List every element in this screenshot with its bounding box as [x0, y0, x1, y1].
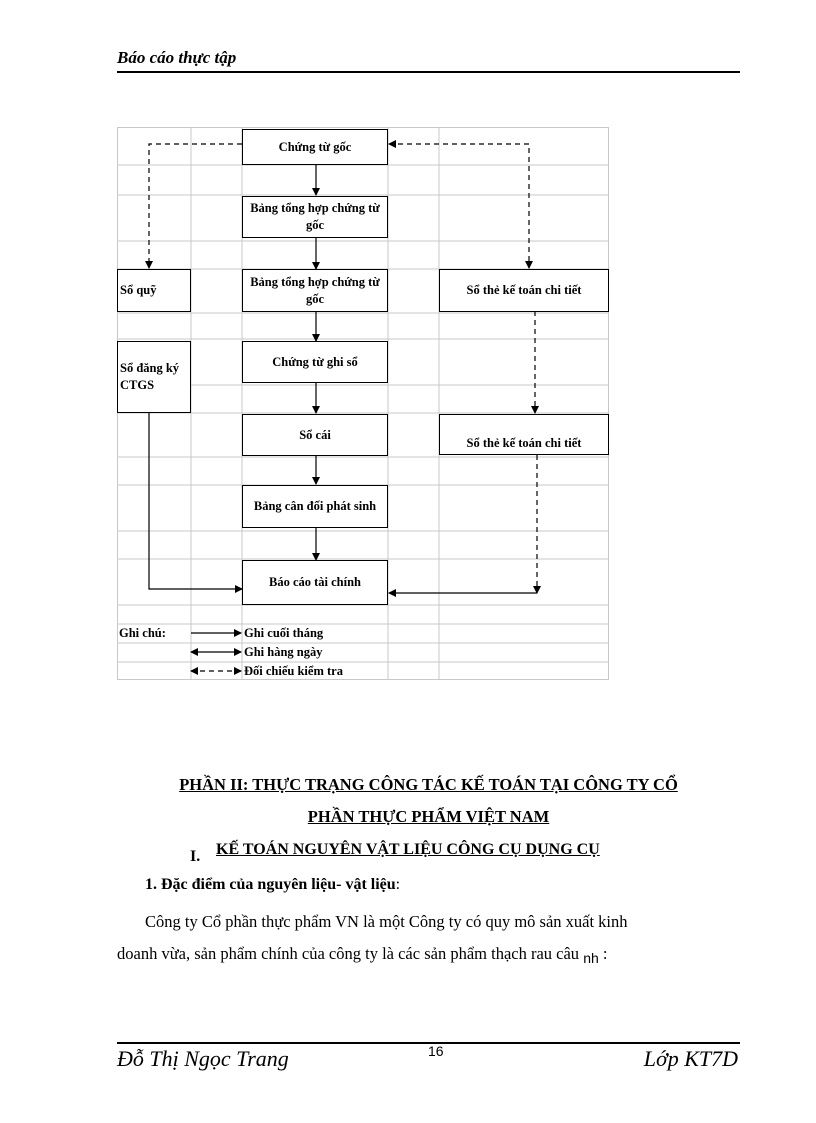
legend-item-ghi-hang-ngay: Ghi hàng ngày: [244, 645, 323, 659]
box-bang-tong-hop-2: Bảng tổng hợp chứng từ gốc: [242, 269, 388, 312]
subheading: 1. Đặc điểm của nguyên liệu- vật liệu:: [145, 876, 401, 893]
paragraph-line2: doanh vừa, sản phẩm chính của công ty là các sản phẩm thạch rau câu $_{nh}$ :: [117, 944, 608, 966]
paragraph-sub: nh: [583, 950, 599, 966]
legend-item-ghi-cuoi-thang: Ghi cuối tháng: [244, 626, 324, 640]
heading-number: I.: [190, 848, 201, 865]
box-so-the-chi-tiet-1: Sổ thẻ kế toán chi tiết: [439, 269, 609, 312]
legend-item-doi-chieu: Đối chiếu kiểm tra: [244, 664, 343, 678]
paragraph-line1: Công ty Cổ phần thực phẩm VN là một Công ty có quy mô sản xuất kinh: [145, 912, 628, 931]
legend-label: Ghi chú:: [119, 626, 166, 640]
box-so-cai: Sổ cái: [242, 414, 388, 456]
footer-author: Đỗ Thị Ngọc Trang: [117, 1046, 289, 1071]
box-so-quy: Sổ quỹ: [117, 269, 191, 312]
part-title-line2: PHẦN THỰC PHẨM VIỆT NAM: [307, 807, 550, 826]
box-bao-cao-tai-chinh: Báo cáo tài chính: [242, 560, 388, 605]
part-title-line1: PHẦN II: THỰC TRẠNG CÔNG TÁC KẾ TOÁN TẠI CÔNG TY CỔ: [179, 775, 678, 794]
box-bang-tong-hop-1: Bảng tổng hợp chứng từ gốc: [242, 196, 388, 238]
footer-class: Lớp KT7D: [643, 1046, 738, 1071]
heading-title: KẾ TOÁN NGUYÊN VẬT LIỆU CÔNG CỤ DỤNG CỤ: [216, 841, 600, 858]
header-rule: [117, 71, 740, 73]
box-bang-can-doi: Bảng cân đối phát sinh: [242, 485, 388, 528]
box-so-the-chi-tiet-2: Sổ thẻ kế toán chi tiết: [439, 414, 609, 455]
box-so-dang-ky: Sổ đăng ký CTGS: [117, 341, 191, 413]
header-title: Báo cáo thực tập: [117, 48, 237, 67]
accounting-flow-diagram: [117, 127, 609, 680]
box-chung-tu-goc: Chứng từ gốc: [242, 129, 388, 165]
box-chung-tu-ghi-so: Chứng từ ghi sổ: [242, 341, 388, 383]
page-number: 16: [428, 1043, 444, 1059]
